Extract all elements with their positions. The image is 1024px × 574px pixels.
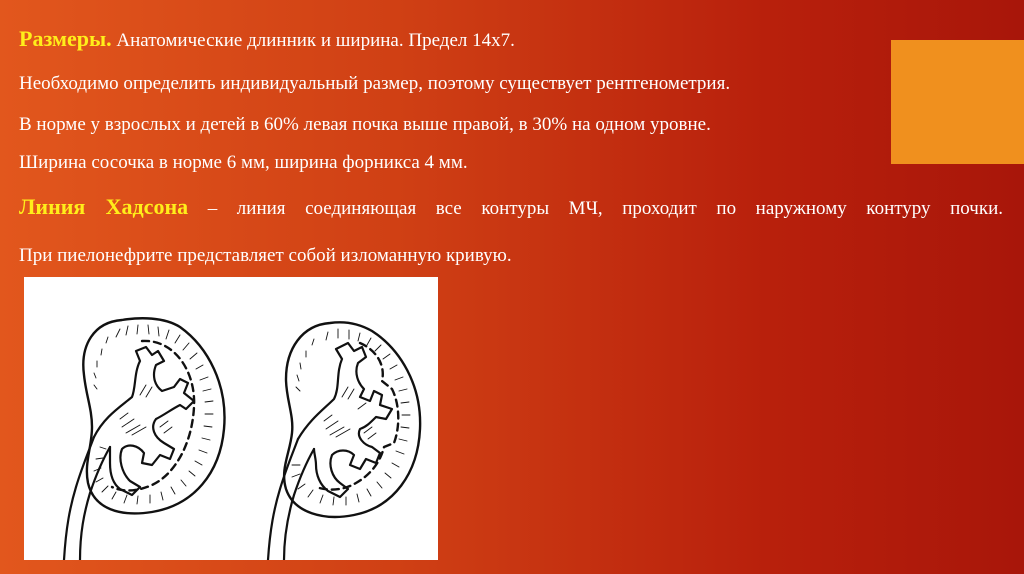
norm-position-line: В норме у взрослых и детей в 60% левая почка выше правой, в 30% на одном уровне. [19, 114, 711, 135]
sizes-text: Анатомические длинник и ширина. Предел 14х7. [111, 30, 515, 51]
kidney-illustration [24, 277, 438, 560]
kidney-pyelonephritis [268, 322, 420, 560]
individual-size-line: Необходимо определить индивидуальный размер, поэтому существует рентгенометрия. [19, 73, 731, 94]
hudson-line [19, 196, 1003, 220]
kidney-normal [64, 318, 225, 560]
sizes-heading: Размеры. [19, 26, 112, 51]
hudson-heading: Линия Хадсона [19, 194, 189, 219]
hudson-text: – линия соединяющая все контуры МЧ, проходит по наружному контуру почки. [188, 198, 1004, 219]
accent-box [891, 40, 1024, 164]
pyelonephritis-line: При пиелонефрите представляет собой изломанную кривую. [19, 245, 512, 266]
sizes-line [19, 28, 515, 52]
papilla-width-line: Ширина сосочка в норме 6 мм, ширина форникса 4 мм. [19, 152, 468, 173]
